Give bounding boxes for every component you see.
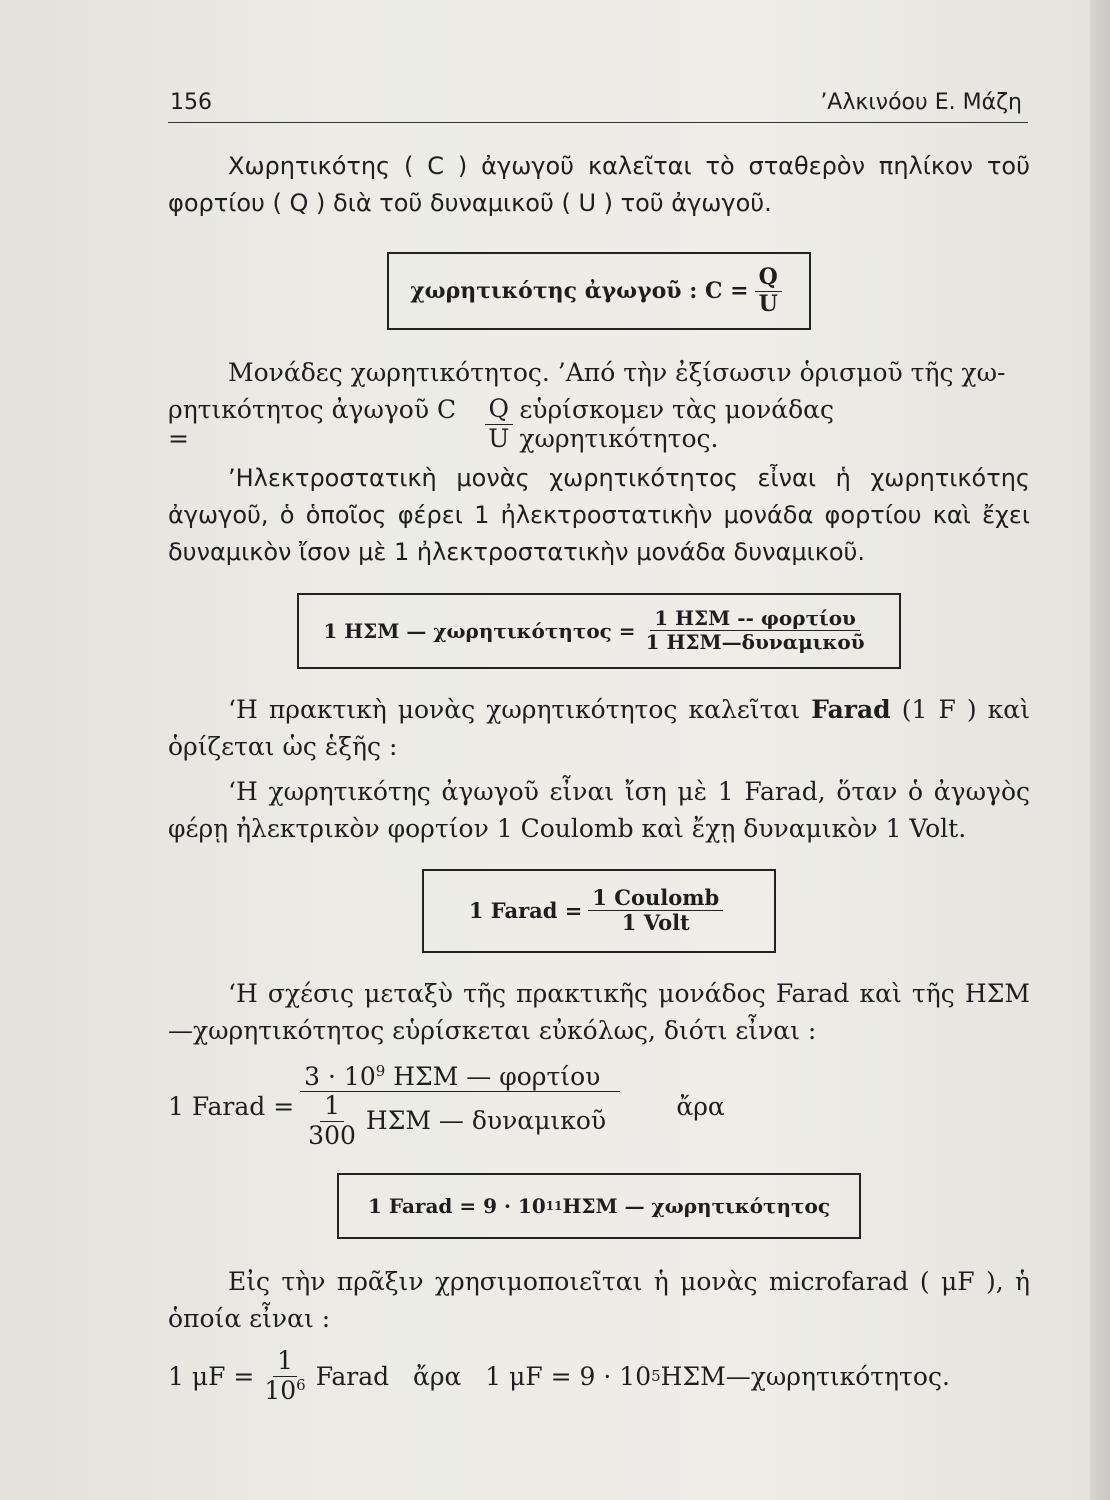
page-header (168, 88, 1028, 123)
text-segment: 10 (264, 1375, 297, 1405)
text-segment: ΗΣΜ — δυναμικοῦ (365, 1106, 607, 1136)
formula-box-capacitance (387, 252, 811, 330)
fraction-denominator: U (758, 290, 778, 317)
microfarad-paragraph: Εἰς τὴν πρᾶξιν χρησιμοποιεῖται ἡ μονὰς microfarad ( μF ), ἡ ὁποία εἶναι : (168, 1266, 1030, 1333)
fraction-numerator (300, 1063, 620, 1093)
page-body (168, 148, 1030, 1405)
fraction (484, 395, 513, 454)
esu-definition-paragraph: ’Ηλεκτροστατικὴ μονὰς χωρητικότητος εἶναι ἡ χωρητικότης ἀγωγοῦ, ὁ ὁποῖος φέρει 1 ἠλεκτροστατικὴν μονάδα φορτίου καὶ ἔχει δυναμικὸν ἴσον μὲ 1 ἠλεκτροστατικὴν μονάδα δυναμικοῦ. (168, 463, 1030, 566)
equation-lhs: 1 μF = (168, 1361, 255, 1391)
formula-box-esu (297, 593, 901, 669)
fraction-numerator: 1 Coulomb (588, 886, 723, 911)
fraction-numerator: Q (755, 265, 782, 291)
farad-definition-paragraph: ‘Η χωρητικότης ἀγωγοῦ εἶναι ἴση μὲ 1 Farad, ὅταν ὁ ἀγωγὸς φέρῃ ἠλεκτρικὸν φορτίον 1 Coulomb καὶ ἔχῃ δυναμικὸν 1 Volt. (168, 776, 1030, 843)
text-segment: εὑρίσκομεν τὰς μονάδας χωρητικότητος. (519, 395, 835, 454)
exponent: 9 (375, 1061, 386, 1080)
microfarad-equation (168, 1347, 1030, 1406)
text-segment: ΗΣΜ—χωρητικότητος. (660, 1361, 950, 1391)
exponent: 11 (545, 1198, 563, 1213)
page-number: 156 (170, 90, 212, 115)
exponent: 5 (651, 1367, 661, 1385)
equation-lhs: 1 Farad = (168, 1092, 295, 1122)
fraction-denominator: 1 Volt (621, 910, 690, 935)
formula-label: 1 Farad = (468, 898, 583, 923)
text-segment: 3 · 10 (304, 1061, 376, 1091)
farad-intro-paragraph (168, 691, 1030, 765)
relation-paragraph: ‘Η σχέσις μεταξὺ τῆς πρακτικῆς μονάδος Farad καὶ τῆς ΗΣΜ—χωρητικότητος εὑρίσκεται εὐκόλως, διότι εἶναι : (168, 978, 1030, 1045)
formula-box-farad (422, 869, 776, 953)
fraction (588, 886, 723, 935)
fraction-numerator: 1 ΗΣΜ -- φορτίου (650, 607, 860, 631)
fraction (260, 1347, 309, 1406)
exponent: 6 (296, 1375, 306, 1394)
fraction-numerator: 1 (320, 1092, 344, 1122)
fraction (755, 265, 782, 317)
formula-label: 1 ΗΣΜ — χωρητικότητος = (323, 618, 636, 643)
fraction-numerator: 1 (273, 1347, 297, 1377)
page-edge (1090, 0, 1110, 1500)
fraction-numerator: Q (485, 395, 514, 425)
fraction-denominator: U (488, 423, 510, 453)
formula-box-result (337, 1173, 861, 1239)
inner-fraction (304, 1092, 360, 1151)
text-segment: (1 F ) καὶ ὁρίζεται ὡς ἑξῆς : (168, 694, 1030, 761)
text-segment: Farad ἄρα 1 μF = 9 · 10 (315, 1361, 652, 1391)
units-line: Μονάδες χωρητικότητος. ’Από τὴν ἐξίσωσιν ὁρισμοῦ τῆς χω- (228, 358, 1006, 387)
text-segment: ΗΣΜ — χωρητικότητος (562, 1193, 831, 1218)
text-segment: 1 Farad = 9 · 10 (367, 1193, 546, 1218)
fraction-denominator: 1 ΗΣΜ—δυναμικοῦ (645, 630, 865, 654)
farad-term: Farad (811, 694, 891, 724)
formula-label: χωρητικότης ἀγωγοῦ : C = (410, 278, 749, 304)
fraction-denominator: 300 (308, 1121, 356, 1150)
farad-esu-equation (168, 1063, 1030, 1151)
text-segment: ἄρα (676, 1092, 725, 1122)
definition-paragraph: Χωρητικότης ( C ) ἀγωγοῦ καλεῖται τὸ σταθερὸν πηλίκον τοῦ φορτίου ( Q ) διὰ τοῦ δυναμικοῦ ( U ) τοῦ ἀγωγοῦ. (168, 152, 1030, 217)
compound-fraction (300, 1063, 620, 1151)
fraction-denominator (260, 1377, 309, 1406)
running-author: ’Αλκινόου Ε. Μάζη (820, 90, 1022, 115)
units-line-2 (168, 395, 1030, 454)
text-segment: ρητικότητος ἀγωγοῦ C = (168, 395, 457, 454)
fraction-denominator (300, 1092, 610, 1151)
units-paragraph (168, 354, 1030, 454)
fraction (642, 607, 869, 654)
text-segment: ‘Η πρακτικὴ μονὰς χωρητικότητος καλεῖται (228, 694, 812, 724)
text-segment: ΗΣΜ — φορτίου (385, 1061, 601, 1091)
